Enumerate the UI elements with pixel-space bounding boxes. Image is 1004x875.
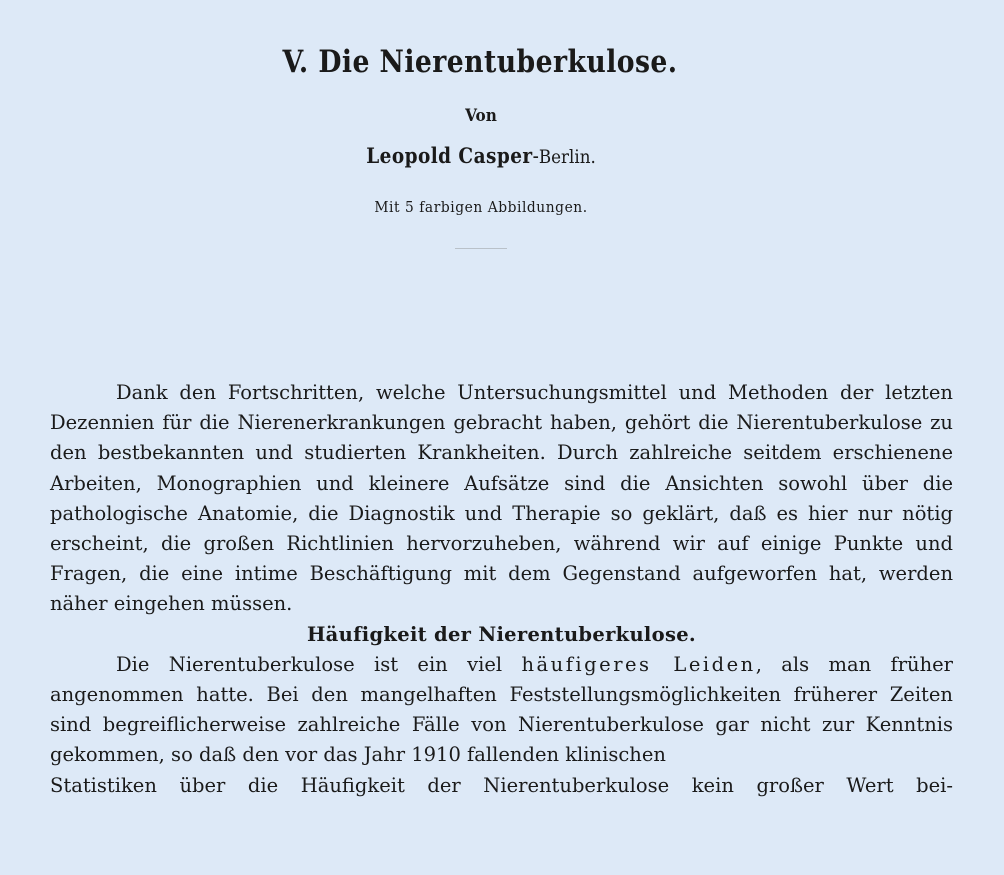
title-divider [455,248,507,249]
author-city: Berlin. [538,146,596,168]
cut-off-line [50,771,953,797]
figures-note: Mit 5 farbigen Abbildungen. [374,198,588,216]
author-name: Leopold Casper [366,143,533,168]
author-separator: - [532,144,539,168]
body-text [50,378,954,797]
byline-author-line [58,143,905,168]
byline-von: Von [465,106,497,126]
section-heading: Häufigkeit der Nierentuberkulose. [306,622,697,646]
paragraph-frequency-rest: , als man früher angenommen hatte. Bei den mangelhaften Feststellungsmöglichkeiten früherer Zeiten sind begreiflicherweise zahlreiche Fälle von Nierentuberkulose gar nicht zur Kenntnis gekommen, so daß den vor das Jahr 1910 fallenden klinischen [50,652,954,767]
paragraph-frequency-start: Die Nierentuberkulose ist ein viel [116,652,522,676]
paragraph-intro: Dank den Fortschritten, welche Untersuchungsmittel und Methoden der letzten Dezennien für die Nierenerkrankungen gebracht haben, gehört die Nierentuberkulose zu den bestbekannten und studierten Krankheiten. Durch zahlreiche seitdem erschienene Arbeiten, Monographien und kleinere Aufsätze sind die Ansichten sowohl über die pathologische Anatomie, die Diagnostik und Therapie so geklärt, daß es hier nur nötig erscheint, die großen Richtlinien hervorzuheben, während wir auf einige Punkte und Fragen, die eine intime Beschäftigung mit dem Gegenstand aufgeworfen hat, werden näher eingehen müssen. [50,381,953,616]
cut-off-line-text: Statistiken über die Häufigkeit der Nierentuberkulose kein großer Wert bei- [50,773,953,797]
paragraph-frequency [50,650,953,771]
chapter-title: V. Die Nierentuberkulose. [282,44,678,80]
paragraph-frequency-emphasis: häufigeres Leiden [521,652,756,676]
